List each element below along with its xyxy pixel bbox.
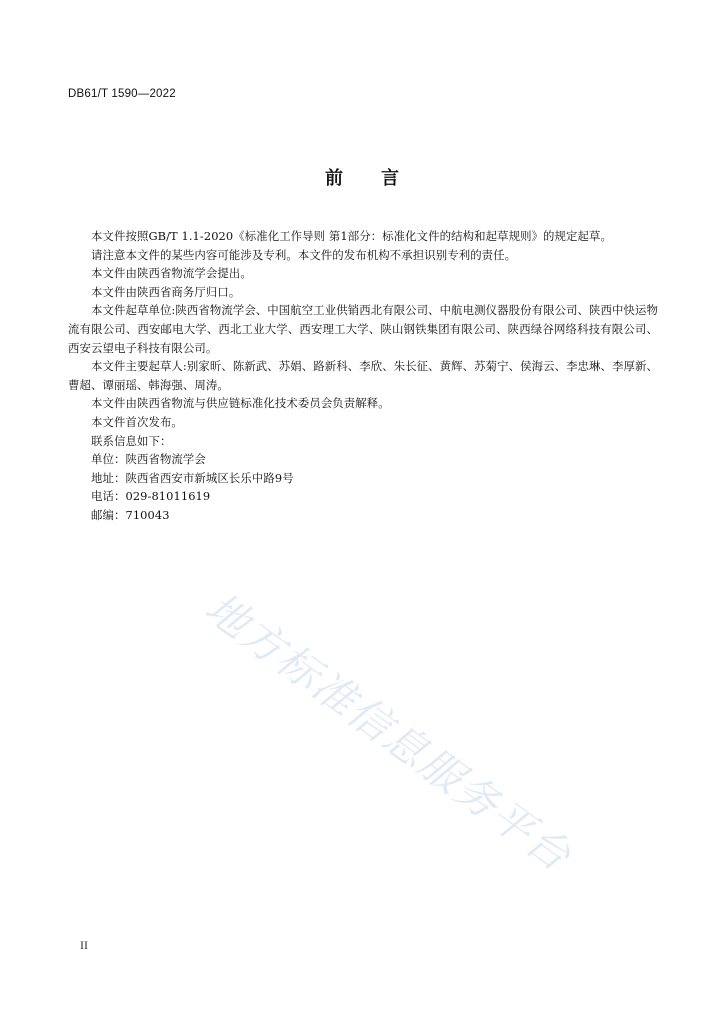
section-title: 前言 <box>325 168 437 189</box>
watermark: 地方标准信息服务平台 <box>196 582 581 882</box>
page-number: II <box>80 938 88 952</box>
document-code: DB61/T 1590—2022 <box>68 88 176 100</box>
contact-address: 地址：陕西省西安市新城区长乐中路9号 <box>91 470 294 485</box>
contact-phone: 电话：029-81011619 <box>91 489 211 504</box>
preface-paragraph: 本文件由陕西省物流学会提出。 <box>91 266 252 281</box>
preface-paragraph: 请注意本文件的某些内容可能涉及专利。本文件的发布机构不承担识别专利的责任。 <box>91 247 517 262</box>
preface-paragraph: 本文件主要起草人:别家昕、陈新武、苏娟、路新科、李欣、朱长征、黄辉、苏菊宁、侯海云、李忠琳、李厚新、曹超、谭丽瑶、韩海强、周涛。 <box>68 359 658 392</box>
preface-paragraph: 本文件由陕西省物流与供应链标准化技术委员会负责解释。 <box>91 396 390 411</box>
preface-paragraph: 本文件由陕西省商务厅归口。 <box>91 284 241 299</box>
preface-body <box>68 227 658 525</box>
preface-paragraph: 本文件起草单位:陕西省物流学会、中国航空工业供销西北有限公司、中航电测仪器股份有限公司、陕西中快运物流有限公司、西安邮电大学、西北工业大学、西安理工大学、陕山钢铁集团有限公司、陕西绿谷网络科技有限公司、西安云望电子科技有限公司。 <box>68 303 658 355</box>
contact-postcode: 邮编：710043 <box>91 507 170 522</box>
preface-paragraph: 本文件首次发布。 <box>91 414 183 429</box>
preface-paragraph: 本文件按照GB/T 1.1-2020《标准化工作导则 第1部分：标准化文件的结构和起草规则》的规定起草。 <box>91 229 613 243</box>
contact-unit: 单位：陕西省物流学会 <box>91 452 206 467</box>
preface-paragraph: 联系信息如下： <box>91 433 172 448</box>
